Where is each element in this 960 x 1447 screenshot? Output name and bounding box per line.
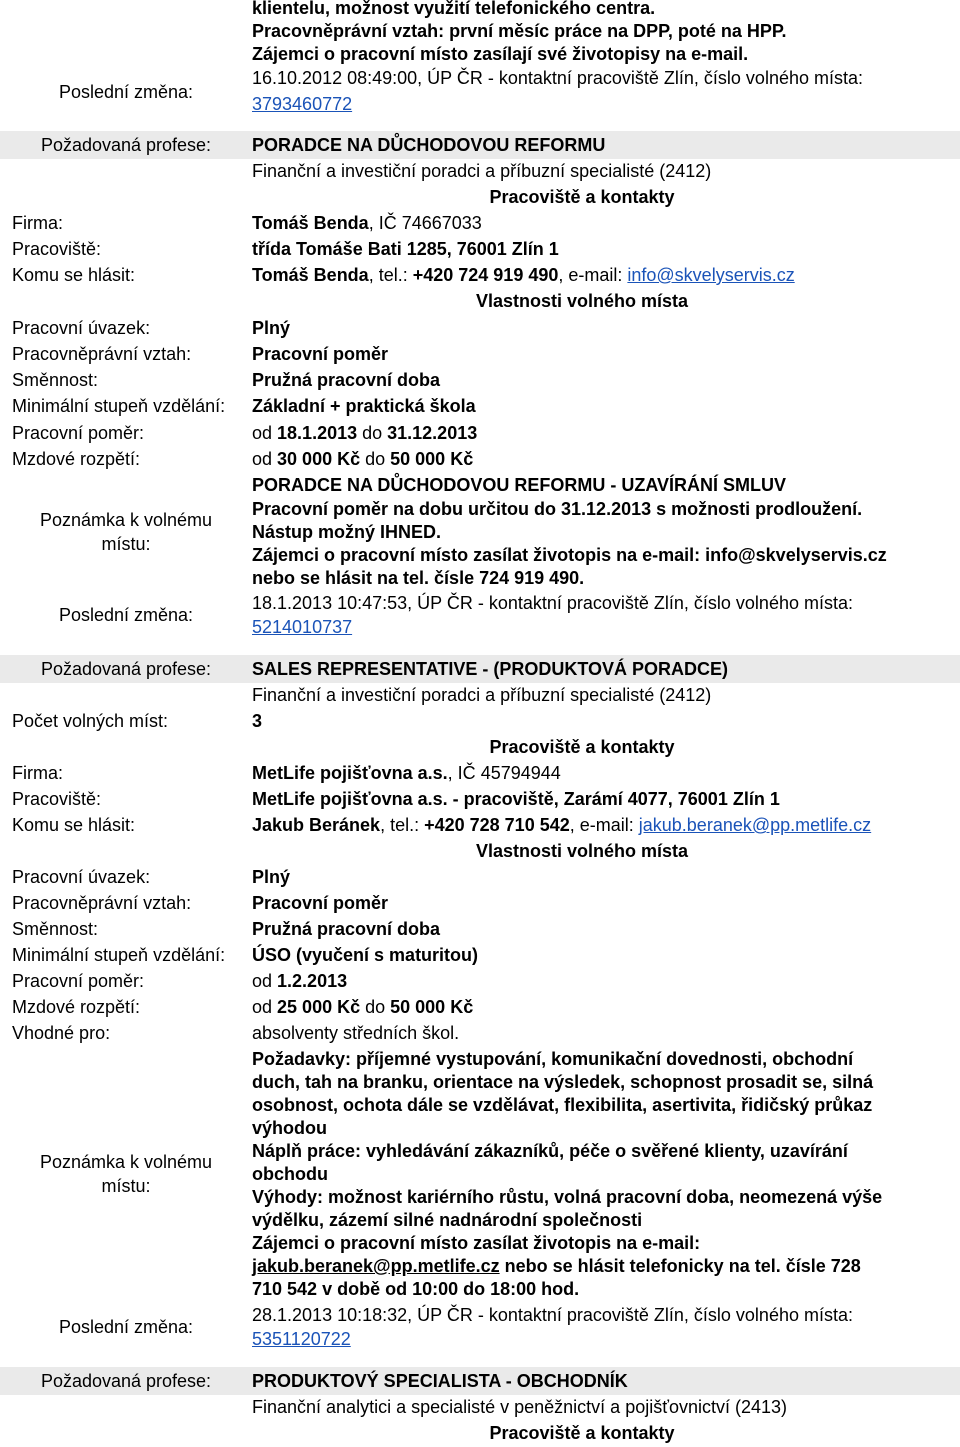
job2-firm: MetLife pojišťovna a.s. bbox=[252, 763, 448, 783]
to-word: do bbox=[360, 449, 391, 469]
top-note-line bbox=[0, 19, 960, 43]
job1-note-text: Zájemci o pracovní místo zasílat životopis na e-mail: info@skvelyservis.cz bbox=[252, 545, 887, 565]
job2-salary-line bbox=[0, 995, 960, 1019]
job2-note-text: Požadavky: příjemné vystupování, komunikační dovednosti, obchodní bbox=[252, 1049, 854, 1069]
email-prefix: , e-mail: bbox=[569, 815, 639, 835]
vacancy-id-link[interactable]: 3793460772 bbox=[252, 94, 353, 114]
job2-shifts-line bbox=[0, 917, 960, 941]
job1-title: PORADCE NA DŮCHODOVOU REFORMU bbox=[252, 135, 606, 155]
job1-category-line bbox=[0, 159, 960, 183]
job2-note-text: obchodu bbox=[252, 1164, 328, 1184]
ico-sep: , IČ bbox=[368, 213, 402, 233]
job2-title-line bbox=[0, 657, 960, 681]
job2-note-line bbox=[0, 1208, 960, 1232]
from-word: od bbox=[252, 423, 278, 443]
ico-sep: , IČ bbox=[447, 763, 481, 783]
last-change-label: Poslední změna: bbox=[58, 1317, 194, 1337]
tel-prefix: , tel.: bbox=[368, 265, 413, 285]
job2-note-text: Výhody: možnost kariérního růstu, volná pracovní doba, neomezená výše bbox=[252, 1187, 883, 1207]
job2-category: Finanční a investiční poradci a příbuzní specialisté (2412) bbox=[252, 685, 712, 705]
education-label: Minimální stupeň vzdělání: bbox=[12, 945, 226, 965]
note-label: místu: bbox=[101, 534, 151, 554]
job1-title-line bbox=[0, 133, 960, 157]
education-label: Minimální stupeň vzdělání: bbox=[12, 396, 226, 416]
job2-note-line bbox=[0, 1231, 960, 1255]
job1-education-line bbox=[0, 394, 960, 418]
workplace-label: Pracoviště: bbox=[12, 789, 102, 809]
job1-phone: +420 724 919 490 bbox=[412, 265, 559, 285]
profession-label: Požadovaná profese: bbox=[40, 135, 212, 155]
job3-title-line bbox=[0, 1369, 960, 1393]
job2-note-line bbox=[0, 1254, 960, 1278]
job1-note-text: Pracovní poměr na dobu určitou do 31.12.2013 s možnosti prodloužení. bbox=[252, 499, 863, 519]
job2-last-change-text: 28.1.2013 10:18:32, ÚP ČR - kontaktní pracoviště Zlín, číslo volného místa: bbox=[252, 1305, 853, 1325]
job1-note-text: Nástup možný IHNED. bbox=[252, 522, 442, 542]
job1-salary-line bbox=[0, 447, 960, 471]
job1-salary-to: 50 000 Kč bbox=[390, 449, 474, 469]
job2-note-text: Zájemci o pracovní místo zasílat životopis na e-mail: bbox=[252, 1233, 701, 1253]
job1-firm: Tomáš Benda bbox=[252, 213, 369, 233]
job2-employment-line bbox=[0, 969, 960, 993]
job2-note-line bbox=[0, 1277, 960, 1301]
job2-contact-line bbox=[0, 813, 960, 837]
job2-workplace-heading-line bbox=[0, 735, 960, 759]
job1-note-line bbox=[0, 566, 960, 590]
note-label: Poznámka k volnému bbox=[39, 510, 213, 530]
top-note-text: klientelu, možnost využití telefonického centra. bbox=[252, 0, 656, 18]
job2-education-line bbox=[0, 943, 960, 967]
job2-category-line bbox=[0, 683, 960, 707]
job2-vacancies-line bbox=[0, 709, 960, 733]
relation-label: Pracovněprávní vztah: bbox=[12, 893, 192, 913]
job1-relation: Pracovní poměr bbox=[252, 344, 389, 364]
job1-note-text: PORADCE NA DŮCHODOVOU REFORMU - UZAVÍRÁNÍ SMLUV bbox=[252, 475, 786, 495]
last-change-label: Poslední změna: bbox=[58, 605, 194, 625]
vacancy-id-link[interactable]: 5214010737 bbox=[252, 617, 353, 637]
job2-properties-heading-line bbox=[0, 839, 960, 863]
last-change-label: Poslední změna: bbox=[58, 82, 194, 102]
workplace-heading: Pracoviště a kontakty bbox=[489, 737, 675, 757]
workplace-heading: Pracoviště a kontakty bbox=[489, 1423, 675, 1443]
job2-phone: +420 728 710 542 bbox=[424, 815, 570, 835]
job2-workplace: MetLife pojišťovna a.s. - pracoviště, Zarámí 4077, 76001 Zlín 1 bbox=[252, 789, 780, 809]
job2-note-text: duch, tah na branku, orientace na výsledek, schopnost prosadit se, silná bbox=[252, 1072, 874, 1092]
job2-firm-line bbox=[0, 761, 960, 785]
from-word: od bbox=[252, 971, 278, 991]
job1-workload-line bbox=[0, 316, 960, 340]
job2-note-email-link[interactable]: jakub.beranek@pp.metlife.cz bbox=[252, 1256, 500, 1276]
job2-title: SALES REPRESENTATIVE - (PRODUKTOVÁ PORADCE) bbox=[252, 659, 729, 679]
job2-note-text: výdělku, zázemí silné nadnárodní společnosti bbox=[252, 1210, 643, 1230]
job2-suitable: absolventy středních škol. bbox=[252, 1023, 460, 1043]
salary-label: Mzdové rozpětí: bbox=[12, 449, 141, 469]
vacancies-label: Počet volných míst: bbox=[12, 711, 169, 731]
top-note-line bbox=[0, 0, 960, 20]
job1-workload: Plný bbox=[252, 318, 291, 338]
job1-note-line bbox=[0, 543, 960, 567]
note-label: místu: bbox=[101, 1176, 151, 1196]
job3-title: PRODUKTOVÝ SPECIALISTA - OBCHODNÍK bbox=[252, 1371, 628, 1391]
job2-workload-line bbox=[0, 865, 960, 889]
job1-contact-name: Tomáš Benda bbox=[252, 265, 369, 285]
salary-label: Mzdové rozpětí: bbox=[12, 997, 141, 1017]
job3-workplace-heading-line bbox=[0, 1421, 960, 1445]
job1-workplace-line bbox=[0, 237, 960, 261]
job1-workplace: třída Tomáše Bati 1285, 76001 Zlín 1 bbox=[252, 239, 559, 259]
job2-last-change-id-line bbox=[0, 1327, 960, 1351]
job2-note-text: Náplň práce: vyhledávání zákazníků, péče o svěřené klienty, uzavírání bbox=[252, 1141, 848, 1161]
job2-vacancies: 3 bbox=[252, 711, 263, 731]
job2-education: ÚSO (vyučení s maturitou) bbox=[252, 945, 479, 965]
job1-contact-line bbox=[0, 263, 960, 287]
job1-employment-from: 18.1.2013 bbox=[277, 423, 358, 443]
workplace-label: Pracoviště: bbox=[12, 239, 102, 259]
job1-workplace-heading-line bbox=[0, 185, 960, 209]
email-prefix: , e-mail: bbox=[558, 265, 628, 285]
job2-note-text: osobnost, ochota dále se vzdělávat, flexibilita, asertivita, řidičský průkaz bbox=[252, 1095, 873, 1115]
job2-salary-to: 50 000 Kč bbox=[390, 997, 474, 1017]
suitable-label: Vhodné pro: bbox=[12, 1023, 111, 1043]
job1-last-change-text: 18.1.2013 10:47:53, ÚP ČR - kontaktní pracoviště Zlín, číslo volného místa: bbox=[252, 593, 853, 613]
job2-note-line bbox=[0, 1070, 960, 1094]
job2-workload: Plný bbox=[252, 867, 291, 887]
workload-label: Pracovní úvazek: bbox=[12, 318, 151, 338]
job1-education: Základní + praktická škola bbox=[252, 396, 476, 416]
job2-employment-from: 1.2.2013 bbox=[277, 971, 348, 991]
job2-note-text: výhodou bbox=[252, 1118, 327, 1138]
profession-label: Požadovaná profese: bbox=[40, 1371, 212, 1391]
contact-label: Komu se hlásit: bbox=[12, 815, 136, 835]
from-word: od bbox=[252, 449, 278, 469]
shifts-label: Směnnost: bbox=[12, 370, 99, 390]
top-note-text: Zájemci o pracovní místo zasílají své životopisy na e-mail. bbox=[252, 44, 749, 64]
job2-note-tail: nebo se hlásit telefonicky na tel. čísle 728 bbox=[499, 1256, 861, 1276]
job1-category: Finanční a investiční poradci a příbuzní specialisté (2412) bbox=[252, 161, 712, 181]
contact-label: Komu se hlásit: bbox=[12, 265, 136, 285]
job1-properties-heading-line bbox=[0, 289, 960, 313]
profession-label: Požadovaná profese: bbox=[40, 659, 212, 679]
employment-label: Pracovní poměr: bbox=[12, 971, 145, 991]
prev-last-change-text: 16.10.2012 08:49:00, ÚP ČR - kontaktní pracoviště Zlín, číslo volného místa: bbox=[252, 68, 863, 88]
job2-note-line bbox=[0, 1185, 960, 1209]
job1-salary-from: 30 000 Kč bbox=[277, 449, 361, 469]
job1-email-link[interactable]: info@skvelyservis.cz bbox=[627, 265, 795, 285]
job1-firm-line bbox=[0, 211, 960, 235]
firm-label: Firma: bbox=[12, 213, 63, 233]
properties-heading: Vlastnosti volného místa bbox=[475, 291, 689, 311]
job2-note-last: 710 542 v době od 10:00 do 18:00 hod. bbox=[252, 1279, 580, 1299]
job1-employment-line bbox=[0, 421, 960, 445]
job2-contact-name: Jakub Beránek bbox=[252, 815, 381, 835]
job1-shifts: Pružná pracovní doba bbox=[252, 370, 441, 390]
firm-label: Firma: bbox=[12, 763, 63, 783]
relation-label: Pracovněprávní vztah: bbox=[12, 344, 192, 364]
tel-prefix: , tel.: bbox=[380, 815, 425, 835]
properties-heading: Vlastnosti volného místa bbox=[475, 841, 689, 861]
job3-category: Finanční analytici a specialisté v peněžnictví a pojišťovnictví (2413) bbox=[252, 1397, 788, 1417]
job1-ico: 74667033 bbox=[401, 213, 482, 233]
vacancy-id-link[interactable]: 5351120722 bbox=[252, 1329, 351, 1349]
job2-shifts: Pružná pracovní doba bbox=[252, 919, 441, 939]
workplace-heading: Pracoviště a kontakty bbox=[489, 187, 675, 207]
shifts-label: Směnnost: bbox=[12, 919, 99, 939]
from-word: od bbox=[252, 997, 278, 1017]
job1-relation-line bbox=[0, 342, 960, 366]
top-note-text: Pracovněprávní vztah: první měsíc práce na DPP, poté na HPP. bbox=[252, 21, 787, 41]
job1-note-text: nebo se hlásit na tel. čísle 724 919 490. bbox=[252, 568, 585, 588]
job1-shifts-line bbox=[0, 368, 960, 392]
job2-relation-line bbox=[0, 891, 960, 915]
job1-employment-to: 31.12.2013 bbox=[387, 423, 478, 443]
employment-label: Pracovní poměr: bbox=[12, 423, 145, 443]
to-word: do bbox=[360, 997, 391, 1017]
job2-note-line bbox=[0, 1116, 960, 1140]
job2-suitable-line bbox=[0, 1021, 960, 1045]
job1-last-change-id-line bbox=[0, 615, 960, 639]
workload-label: Pracovní úvazek: bbox=[12, 867, 151, 887]
job2-note-line bbox=[0, 1093, 960, 1117]
job3-category-line bbox=[0, 1395, 960, 1419]
job2-ico: 45794944 bbox=[480, 763, 561, 783]
prev-last-change-id-line bbox=[0, 92, 960, 116]
top-note-line bbox=[0, 42, 960, 66]
job1-note-line bbox=[0, 473, 960, 497]
note-label: Poznámka k volnému bbox=[39, 1152, 213, 1172]
job2-relation: Pracovní poměr bbox=[252, 893, 389, 913]
to-word: do bbox=[357, 423, 388, 443]
job2-note-line bbox=[0, 1047, 960, 1071]
job2-salary-from: 25 000 Kč bbox=[277, 997, 361, 1017]
job2-email-link[interactable]: jakub.beranek@pp.metlife.cz bbox=[638, 815, 872, 835]
job2-workplace-line bbox=[0, 787, 960, 811]
